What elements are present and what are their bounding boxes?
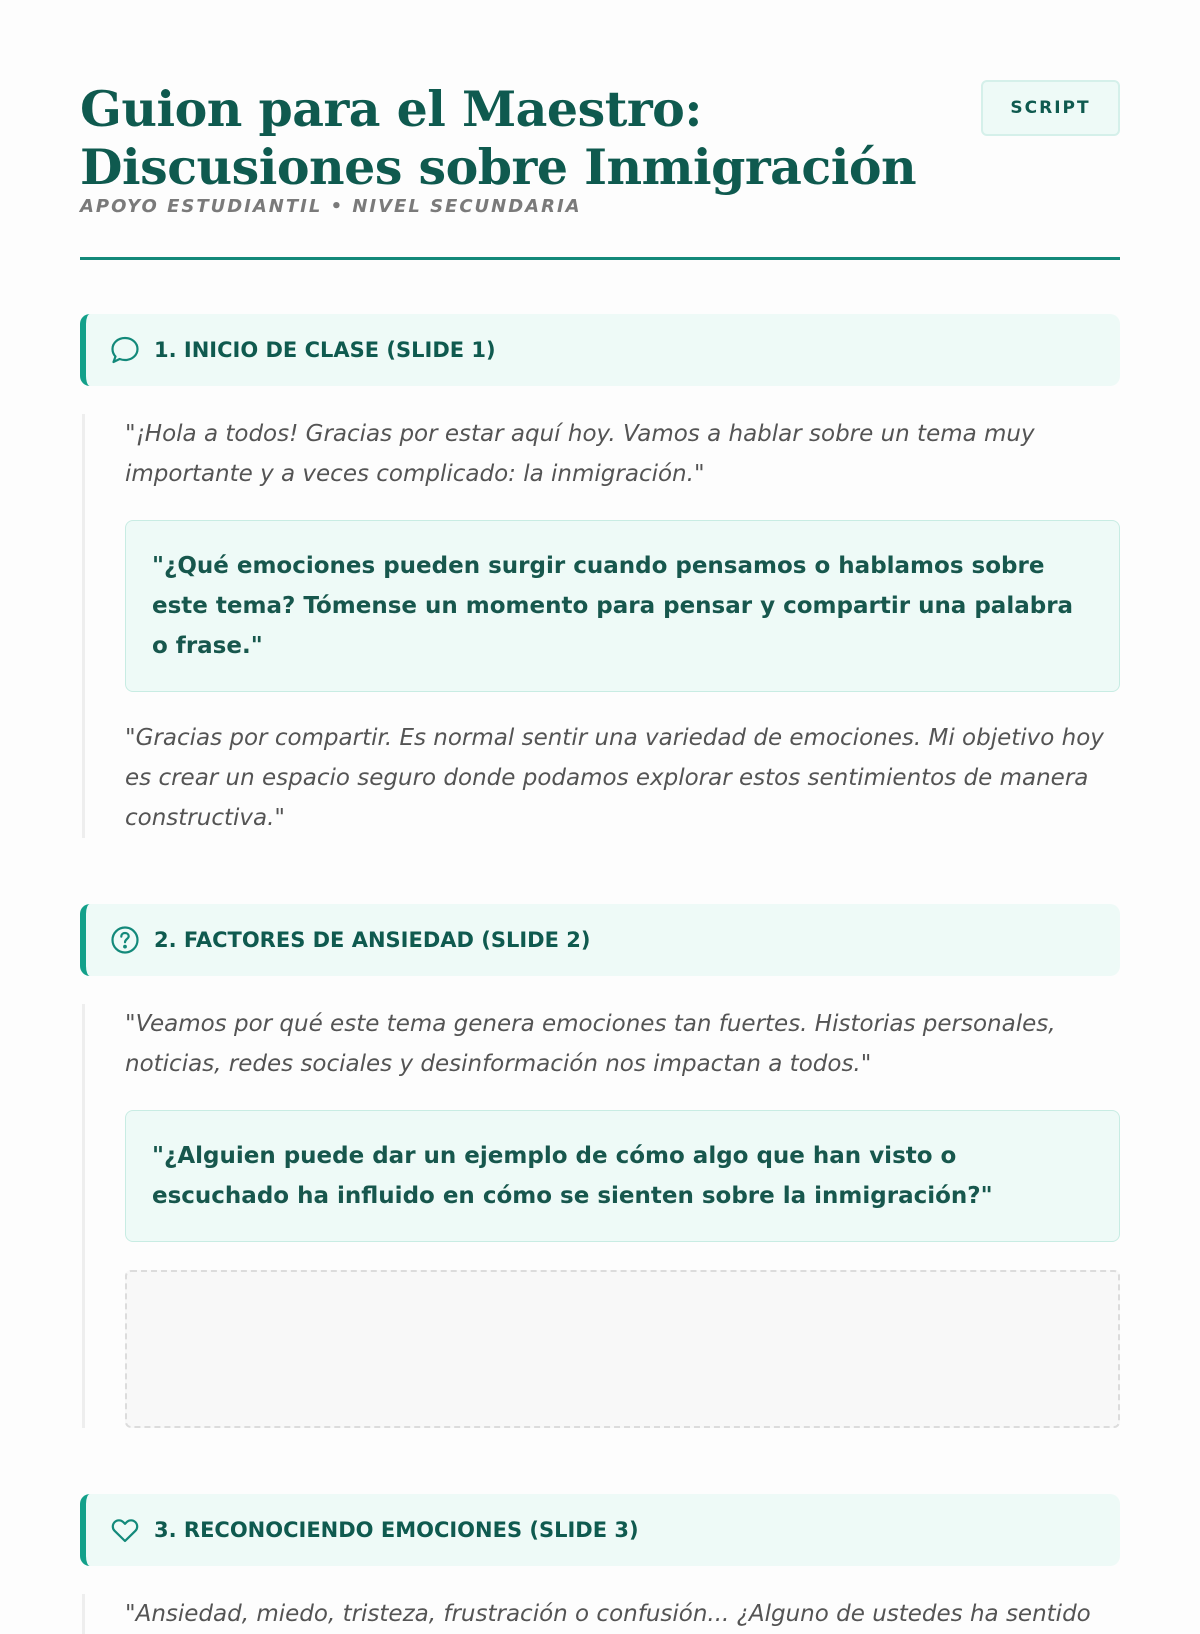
section-body: [82, 1594, 1120, 1634]
document-header: [80, 80, 1120, 217]
section-inicio-de-clase: [80, 314, 1120, 838]
section-title: 2. FACTORES DE ANSIEDAD (SLIDE 2): [154, 928, 591, 952]
teacher-speech: "Ansiedad, miedo, tristeza, frustración o confusión... ¿Alguno de ustedes ha sentido: [125, 1601, 1091, 1627]
page-title: Guion para el Maestro: Discusiones sobre Inmigración: [80, 80, 917, 196]
response-placeholder: [125, 1270, 1120, 1428]
section-header: [80, 1494, 1120, 1566]
section-reconociendo-emociones: [80, 1494, 1120, 1634]
page-subtitle: APOYO ESTUDIANTIL • NIVEL SECUNDARIA: [80, 196, 582, 217]
heart-icon: [108, 1513, 142, 1547]
teacher-speech: "Veamos por qué este tema genera emociones tan fuertes. Historias personales, noticias, redes sociales y desinformación nos impactan a todos.": [125, 1011, 1056, 1077]
section-body: [82, 1004, 1120, 1428]
discussion-prompt: "¿Qué emociones pueden surgir cuando pensamos o hablamos sobre este tema? Tómense un momento para pensar y compartir una palabra o frase.": [125, 520, 1120, 692]
discussion-prompt: "¿Alguien puede dar un ejemplo de cómo algo que han visto o escuchado ha influido en cómo se sienten sobre la inmigración?": [125, 1110, 1120, 1242]
header-divider: [80, 257, 1120, 260]
teacher-speech: "¡Hola a todos! Gracias por estar aquí hoy. Vamos a hablar sobre un tema muy importante y a veces complicado: la inmigración.": [125, 421, 1035, 487]
script-badge[interactable]: SCRIPT: [981, 80, 1120, 136]
section-header: [80, 904, 1120, 976]
section-title: 1. INICIO DE CLASE (SLIDE 1): [154, 338, 496, 362]
section-header: [80, 314, 1120, 386]
section-title: 3. RECONOCIENDO EMOCIONES (SLIDE 3): [154, 1518, 639, 1542]
question-circle-icon: [108, 923, 142, 957]
teacher-speech: "Gracias por compartir. Es normal sentir una variedad de emociones. Mi objetivo hoy es crear un espacio seguro donde podamos explorar estos sentimientos de manera constructiva.": [125, 725, 1104, 831]
section-body: [82, 414, 1120, 838]
speech-bubble-icon: [108, 333, 142, 367]
section-factores-de-ansiedad: [80, 904, 1120, 1428]
